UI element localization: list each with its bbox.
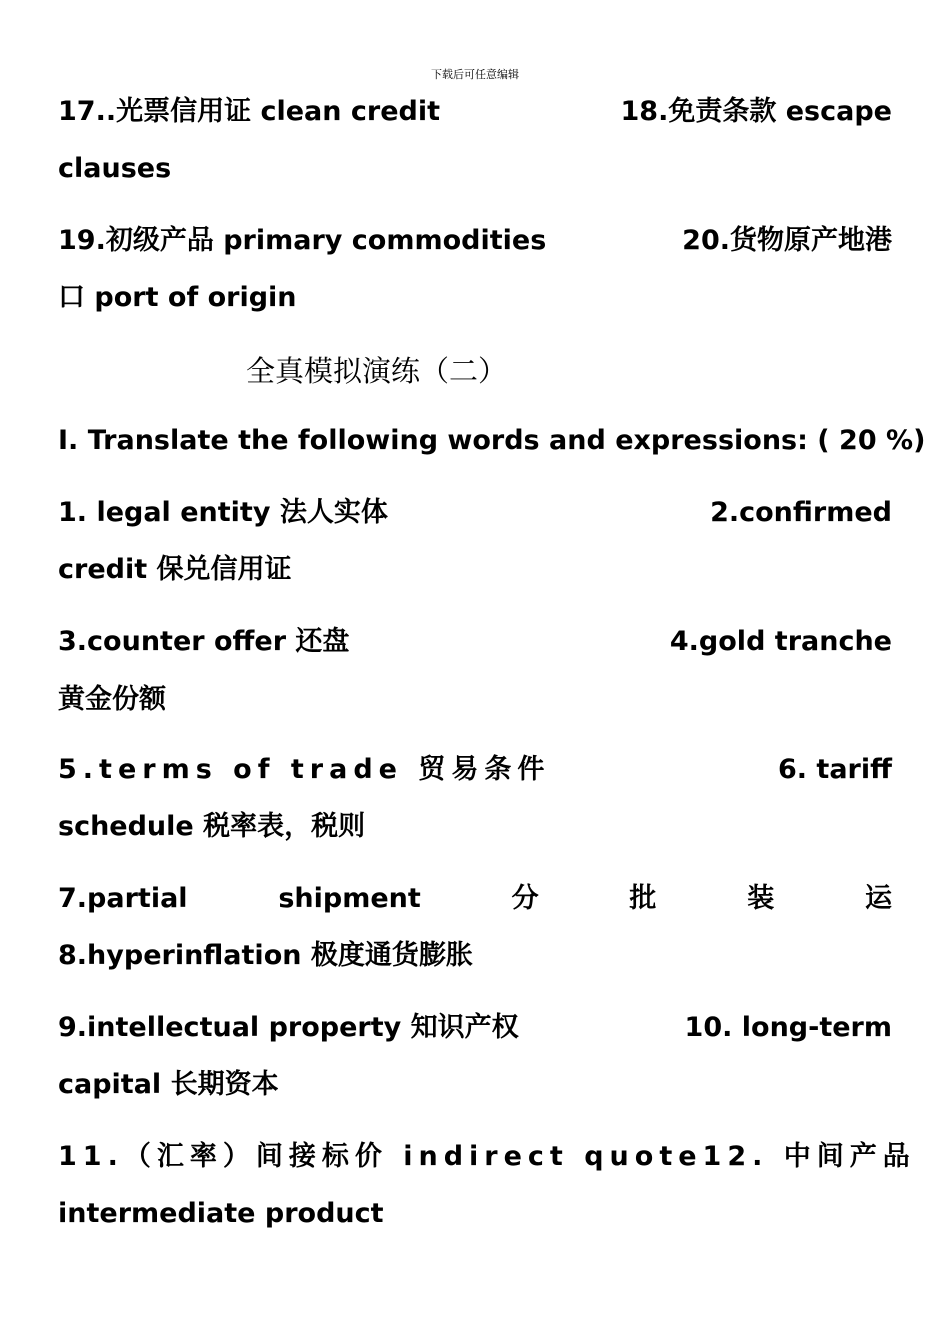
term-7-row [58,882,892,916]
term-row-3-4 [58,625,892,659]
term-17: 17..光票信用证 clean credit [58,96,441,127]
part-one-heading: I. Translate the following words and expressions: ( 20 %) [58,425,926,456]
term-7-word-6: 运 [864,883,892,914]
term-5: 5.terms of trade 贸易条件 [58,754,551,785]
term-2: 2.confirmed [710,497,892,528]
term-10: 10. long-term [684,1012,892,1043]
section-title: 全真模拟演练（二） [246,354,508,388]
term-7-word-1: 7.partial [58,883,188,914]
term-20-continued: 口 port of origin [58,282,297,313]
term-20: 20.货物原产地港 [682,225,892,256]
term-10-continued: capital 长期资本 [58,1069,279,1100]
term-row-17-18 [58,95,892,129]
term-row-11-12 [58,1140,916,1174]
term-4: 4.gold tranche [669,626,892,657]
term-18-continued: clauses [58,153,172,184]
term-11: 11.（汇率）间接标价 indirect quote [58,1141,703,1172]
term-19: 19.初级产品 primary commodities [58,225,547,256]
term-7-word-5: 装 [747,883,775,914]
term-6: 6. tariff [777,754,892,785]
term-row-5-6 [58,753,892,787]
term-1: 1. legal entity 法人实体 [58,497,388,528]
term-18: 18.免责条款 escape [620,96,892,127]
term-4-continued: 黄金份额 [58,684,166,715]
term-3: 3.counter offer 还盘 [58,626,350,657]
term-7-word-3: 分 [511,883,539,914]
term-7-word-4: 批 [629,883,657,914]
term-9: 9.intellectual property 知识产权 [58,1012,519,1043]
term-12: 12. 中间产品 [702,1141,916,1172]
term-row-9-10 [58,1011,892,1045]
term-6-continued: schedule 税率表，税则 [58,811,366,842]
term-row-19-20 [58,224,892,258]
page-header: 下载后可任意编辑 [431,68,519,81]
term-8: 8.hyperinflation 极度通货膨胀 [58,940,473,971]
term-7-word-2: shipment [278,883,421,914]
term-12-continued: intermediate product [58,1198,384,1229]
term-2-continued: credit 保兑信用证 [58,554,292,585]
term-row-1-2 [58,496,892,530]
